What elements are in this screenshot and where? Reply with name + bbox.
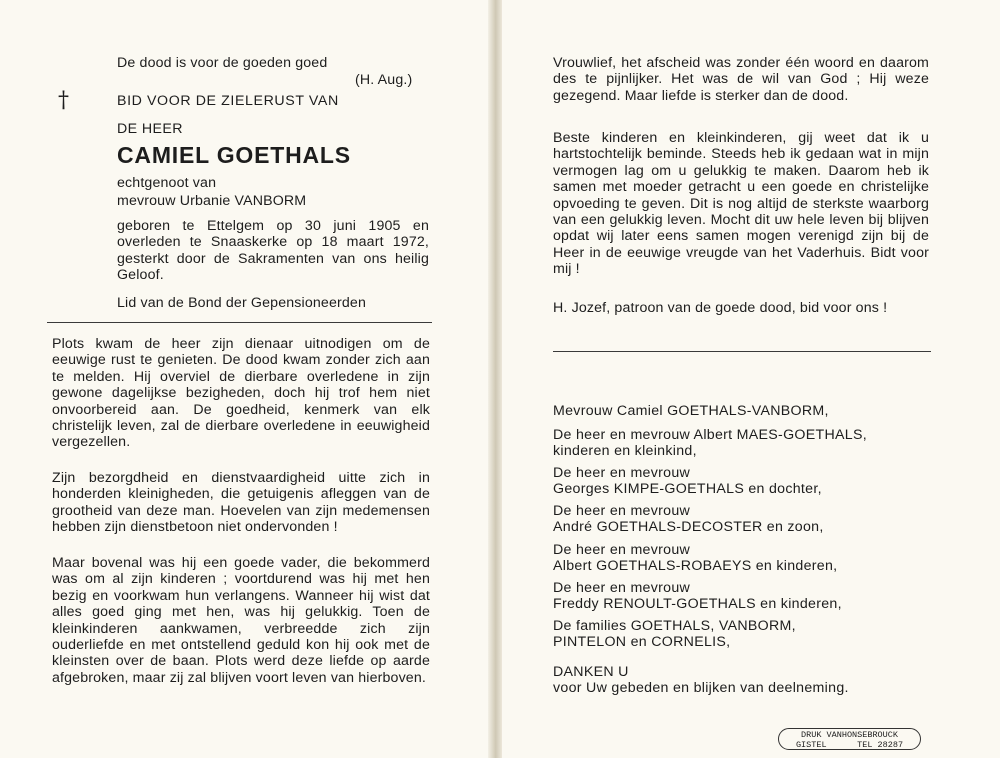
thanks-line: voor Uw gebeden en blijken van deelneming. — [553, 680, 849, 697]
family-line: De heer en mevrouw — [553, 580, 691, 596]
biography-paragraph: Maar bovenal was hij een goede vader, die bekommerd was om al zijn kinderen ; voortdurend was hij met hen bezig en voorkwam hun verlangens. Wanneer hij wist dat alles goed ging met hen, was hij gelukkig. Toen de kleinkinderen aankwamen, verbreedde zich zijn ouderliefde en met ontstellend geduld kon hij ook met de kleinsten over de baan. Plots werd deze liefde op aarde afgebroken, maar zij zal blijven voort leven van hierboven. — [52, 555, 430, 686]
quote-source: (H. Aug.) — [355, 72, 413, 88]
family-entry — [553, 618, 943, 651]
birth-death-text: geboren te Ettelgem op 30 juni 1905 en overleden te Snaaskerke op 18 maart 1972, gesterkt door de Sakramenten van ons heilig Geloof. — [117, 218, 429, 284]
family-line: Mevrouw Camiel GOETHALS-VANBORM, — [553, 403, 829, 419]
family-line: PINTELON en CORNELIS, — [553, 634, 731, 651]
membership-text: Lid van de Bond der Gepensioneerden — [117, 295, 366, 311]
center-fold — [488, 0, 502, 758]
family-line: De heer en mevrouw — [553, 542, 691, 558]
family-line: De heer en mevrouw — [553, 503, 691, 519]
family-line: De families GOETHALS, VANBORM, — [553, 618, 796, 634]
family-entry — [553, 427, 943, 460]
opening-quote: De dood is voor de goeden goed — [117, 55, 328, 71]
divider-line — [553, 351, 931, 352]
biography-paragraph: Plots kwam de heer zijn dienaar uitnodigen om de eeuwige rust te genieten. De dood kwam zonder zich aan te melden. Hij overviel de dierbare overledene in zijn gewone dagelijkse bezigheden, doch hij trof hem niet onvoorbereid aan. De goedheid, kenmerk van elk christelijk leven, zal de dierbare overledene in eeuwigheid vergezellen. — [52, 336, 430, 451]
deceased-title: DE HEER — [117, 121, 183, 137]
divider-line — [47, 322, 432, 323]
farewell-paragraph: Beste kinderen en kleinkinderen, gij weet dat ik u hartstochtelijk beminde. Steeds heb ik gedaan wat in mijn vermogen lag om u gelukkig te maken. Daarom heb ik samen met moeder getracht u een goede en christelijke opvoeding te geven. Dit is nog altijd de sterkste waarborg van een gelukkig leven. Mocht dit uw hele leven bij blijven opdat wij later eens samen mogen verenigd zijn bij de Heer in de eeuwige vreugde van het Vaderhuis. Bidt voor mij ! — [553, 130, 929, 278]
family-entry — [553, 580, 943, 613]
family-line: André GOETHALS-DECOSTER en zoon, — [553, 519, 824, 536]
family-line: De heer en mevrouw Albert MAES-GOETHALS, — [553, 427, 867, 443]
family-line: Albert GOETHALS-ROBAEYS en kinderen, — [553, 558, 838, 575]
printer-stamp — [778, 728, 921, 750]
family-entry — [553, 465, 943, 498]
family-line: kinderen en kleinkind, — [553, 443, 697, 460]
biography-paragraph: Zijn bezorgdheid en dienstvaardigheid uitte zich in honderden kleinigheden, die getuigenis afleggen van de grootheid van deze man. Hoevelen van zijn medemensen hebben zijn dienstbetoon niet ondervonden ! — [52, 470, 430, 536]
deceased-name: CAMIEL GOETHALS — [117, 142, 351, 168]
prayer-heading: BID VOOR DE ZIELERUST VAN — [117, 93, 339, 109]
family-line: Georges KIMPE-GOETHALS en dochter, — [553, 481, 822, 498]
spouse-label: echtgenoot van — [117, 175, 217, 191]
printer-address: GISTEL TEL 28287 — [795, 740, 904, 750]
family-entry — [553, 403, 943, 419]
family-line: Freddy RENOULT-GOETHALS en kinderen, — [553, 596, 842, 613]
cross-icon: † — [58, 88, 70, 113]
family-entry — [553, 503, 943, 536]
family-line: De heer en mevrouw — [553, 465, 691, 481]
printer-name: DRUK VANHONSEBROUCK — [801, 730, 898, 740]
family-entry — [553, 542, 943, 575]
thanks-entry — [553, 664, 943, 697]
farewell-paragraph: Vrouwlief, het afscheid was zonder één woord en daarom des te pijnlijker. Het was de wil van God ; Hij weze gezegend. Maar liefde is sterker dan de dood. — [553, 55, 929, 104]
thanks-heading: DANKEN U — [553, 664, 629, 680]
prayer-invocation: H. Jozef, patroon van de goede dood, bid voor ons ! — [553, 300, 888, 316]
spouse-name: mevrouw Urbanie VANBORM — [117, 193, 307, 209]
